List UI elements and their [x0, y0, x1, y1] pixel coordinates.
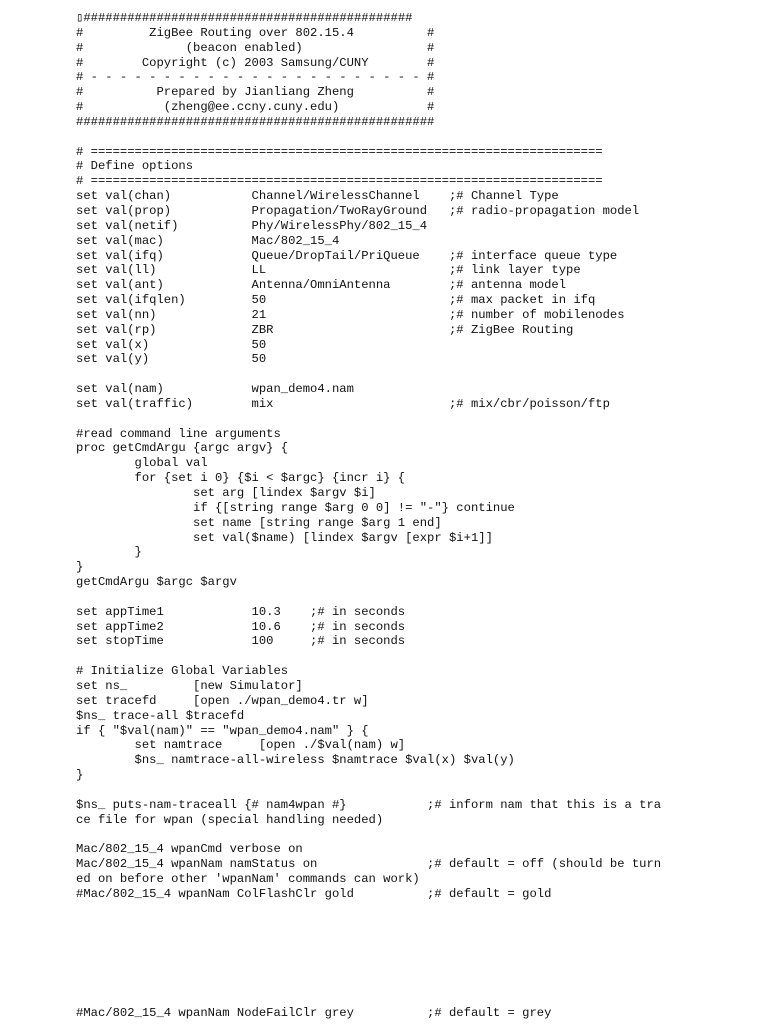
code-document	[76, 11, 756, 1020]
code-line: # Copyright (c) 2003 Samsung/CUNY #	[76, 55, 435, 70]
code-line: }	[76, 560, 84, 575]
code-line: set val(traffic) mix ;# mix/cbr/poisson/ftp	[76, 396, 610, 411]
code-line: # Define options	[76, 159, 194, 174]
code-line	[76, 931, 756, 946]
code-line: set tracefd [open ./wpan_demo4.tr w]	[76, 693, 369, 708]
code-line: set appTime2 10.6 ;# in seconds	[76, 619, 406, 634]
code-line	[76, 783, 756, 798]
code-line: }	[76, 768, 84, 783]
code-line: set arg [lindex $argv $i]	[76, 486, 376, 500]
code-line: set val(ant) Antenna/OmniAntenna ;# antenna model	[76, 278, 567, 293]
code-line: Mac/802_15_4 wpanCmd verbose on	[76, 842, 303, 857]
code-line: }	[76, 545, 142, 560]
code-line: # Initialize Global Variables	[76, 664, 289, 679]
code-line: # (zheng@ee.ccny.cuny.edu) #	[76, 100, 435, 115]
code-line: set namtrace [open ./$val(nam) w]	[76, 738, 406, 753]
code-line: set appTime1 10.3 ;# in seconds	[76, 604, 406, 619]
code-line: set val(netif) Phy/WirelessPhy/802_15_4	[76, 218, 428, 233]
code-line: #Mac/802_15_4 wpanNam ColFlashClr gold ;# default = gold	[76, 886, 552, 901]
code-line: set val(ifq) Queue/DropTail/PriQueue ;# interface queue type	[76, 248, 618, 263]
code-line: set ns_ [new Simulator]	[76, 678, 303, 693]
code-line: #################################################	[76, 114, 435, 129]
code-line: set val(x) 50	[76, 337, 267, 352]
code-line: for {set i 0} {$i < $argc} {incr i} {	[76, 471, 406, 486]
code-line: set val(chan) Channel/WirelessChannel ;# Channel Type	[76, 189, 559, 204]
code-line: set val(rp) ZBR ;# ZigBee Routing	[76, 322, 574, 337]
code-line: if { "$val(nam)" == "wpan_demo4.nam" } {	[76, 723, 369, 738]
code-line: # (beacon enabled) #	[76, 40, 435, 55]
code-line: set val(prop) Propagation/TwoRayGround ;# radio-propagation model	[76, 203, 640, 218]
code-line	[76, 991, 756, 1006]
code-line	[76, 827, 756, 842]
code-line	[76, 902, 756, 917]
code-line: $ns_ namtrace-all-wireless $namtrace $val(x) $val(y)	[76, 753, 515, 768]
code-line: set name [string range $arg 1 end]	[76, 515, 442, 530]
code-line: # - - - - - - - - - - - - - - - - - - - - - - - #	[76, 70, 435, 85]
code-line	[76, 590, 756, 605]
code-line	[76, 649, 756, 664]
code-line	[76, 976, 756, 991]
code-line: ce file for wpan (special handling needed)	[76, 812, 384, 827]
code-line	[76, 916, 756, 931]
code-line: set stopTime 100 ;# in seconds	[76, 634, 406, 649]
code-line	[76, 412, 756, 427]
code-line: global val	[76, 456, 208, 471]
code-line: # ZigBee Routing over 802.15.4 #	[76, 25, 435, 40]
code-line: set val(nn) 21 ;# number of mobilenodes	[76, 307, 625, 322]
code-line: set val(nam) wpan_demo4.nam	[76, 382, 354, 397]
code-line: set val(ifqlen) 50 ;# max packet in ifq	[76, 293, 596, 308]
code-line: set val($name) [lindex $argv [expr $i+1]]	[76, 530, 493, 545]
code-line: Mac/802_15_4 wpanNam namStatus on ;# default = off (should be turn	[76, 857, 662, 872]
code-line: #read command line arguments	[76, 426, 281, 441]
code-line: set val(mac) Mac/802_15_4	[76, 233, 340, 248]
code-line	[76, 961, 756, 976]
code-line: set val(y) 50	[76, 352, 267, 367]
code-line: $ns_ puts-nam-traceall {# nam4wpan #} ;# inform nam that this is a tra	[76, 797, 662, 812]
code-line	[76, 130, 756, 145]
code-line: # ======================================================================	[76, 174, 603, 189]
code-line: $ns_ trace-all $tracefd	[76, 708, 245, 723]
code-line: ed on before other 'wpanNam' commands can work)	[76, 871, 420, 886]
code-line: # ======================================================================	[76, 144, 603, 159]
code-line: getCmdArgu $argc $argv	[76, 575, 237, 590]
code-line: #Mac/802_15_4 wpanNam NodeFailClr grey ;# default = grey	[76, 1005, 552, 1020]
code-line: proc getCmdArgu {argc argv} {	[76, 441, 289, 456]
code-line: set val(ll) LL ;# link layer type	[76, 263, 581, 278]
code-line: ▯#############################################	[76, 11, 413, 25]
code-line	[76, 367, 756, 382]
code-line	[76, 946, 756, 961]
code-line: # Prepared by Jianliang Zheng #	[76, 85, 435, 100]
code-line: if {[string range $arg 0 0] != "-"} continue	[76, 500, 515, 515]
